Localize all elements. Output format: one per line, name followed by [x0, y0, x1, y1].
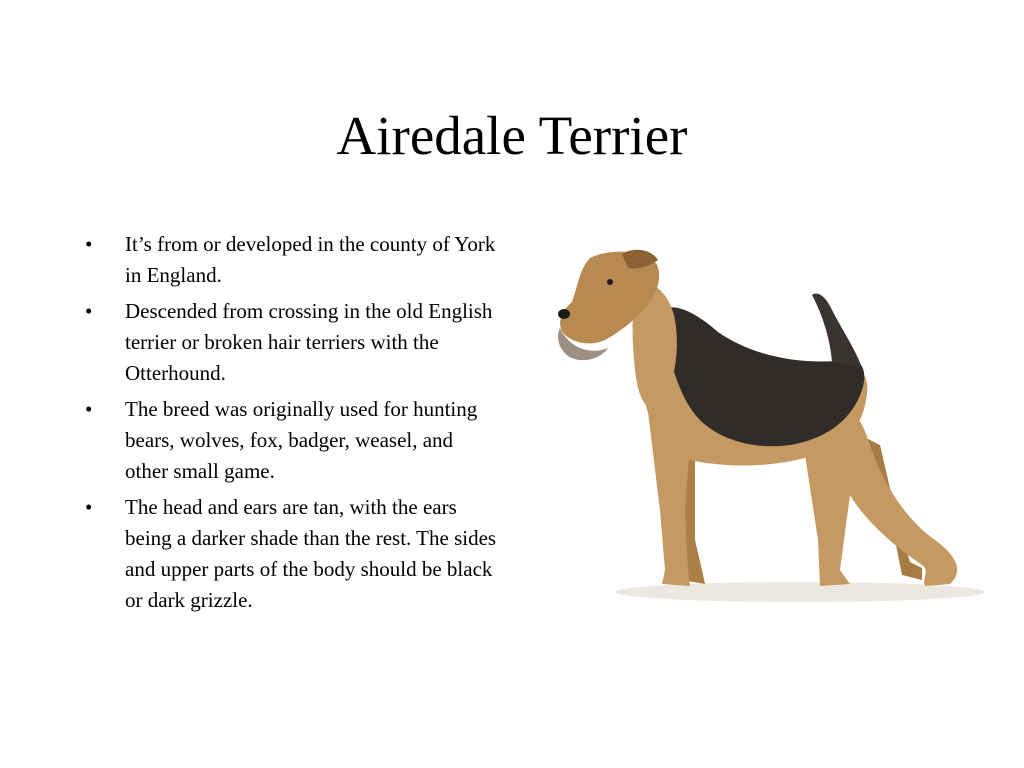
bullet-item	[85, 296, 497, 389]
bullet-marker: •	[85, 397, 93, 421]
bullet-item	[85, 394, 497, 487]
bullet-marker: •	[85, 299, 93, 323]
bullet-marker: •	[85, 232, 93, 256]
near-front-leg	[645, 390, 690, 586]
dog-tail	[812, 293, 862, 368]
bullet-text: It’s from or developed in the county of York in England.	[125, 232, 496, 287]
dog-nose	[558, 309, 570, 319]
bullet-text: The head and ears are tan, with the ears being a darker shade than the rest. The sides and upper parts of the body should be black or dark grizzle.	[125, 495, 497, 612]
bullet-item	[85, 492, 497, 616]
slide-title: Airedale Terrier	[336, 105, 688, 166]
bullet-item	[85, 229, 497, 291]
airedale-terrier-image	[550, 240, 990, 610]
bullet-list	[85, 229, 497, 621]
dog-eye	[607, 279, 613, 285]
bullet-marker: •	[85, 495, 93, 519]
bullet-text: The breed was originally used for hunting bears, wolves, fox, badger, weasel, and other small game.	[125, 397, 478, 483]
bullet-text: Descended from crossing in the old English terrier or broken hair terriers with the Otterhound.	[125, 299, 493, 385]
